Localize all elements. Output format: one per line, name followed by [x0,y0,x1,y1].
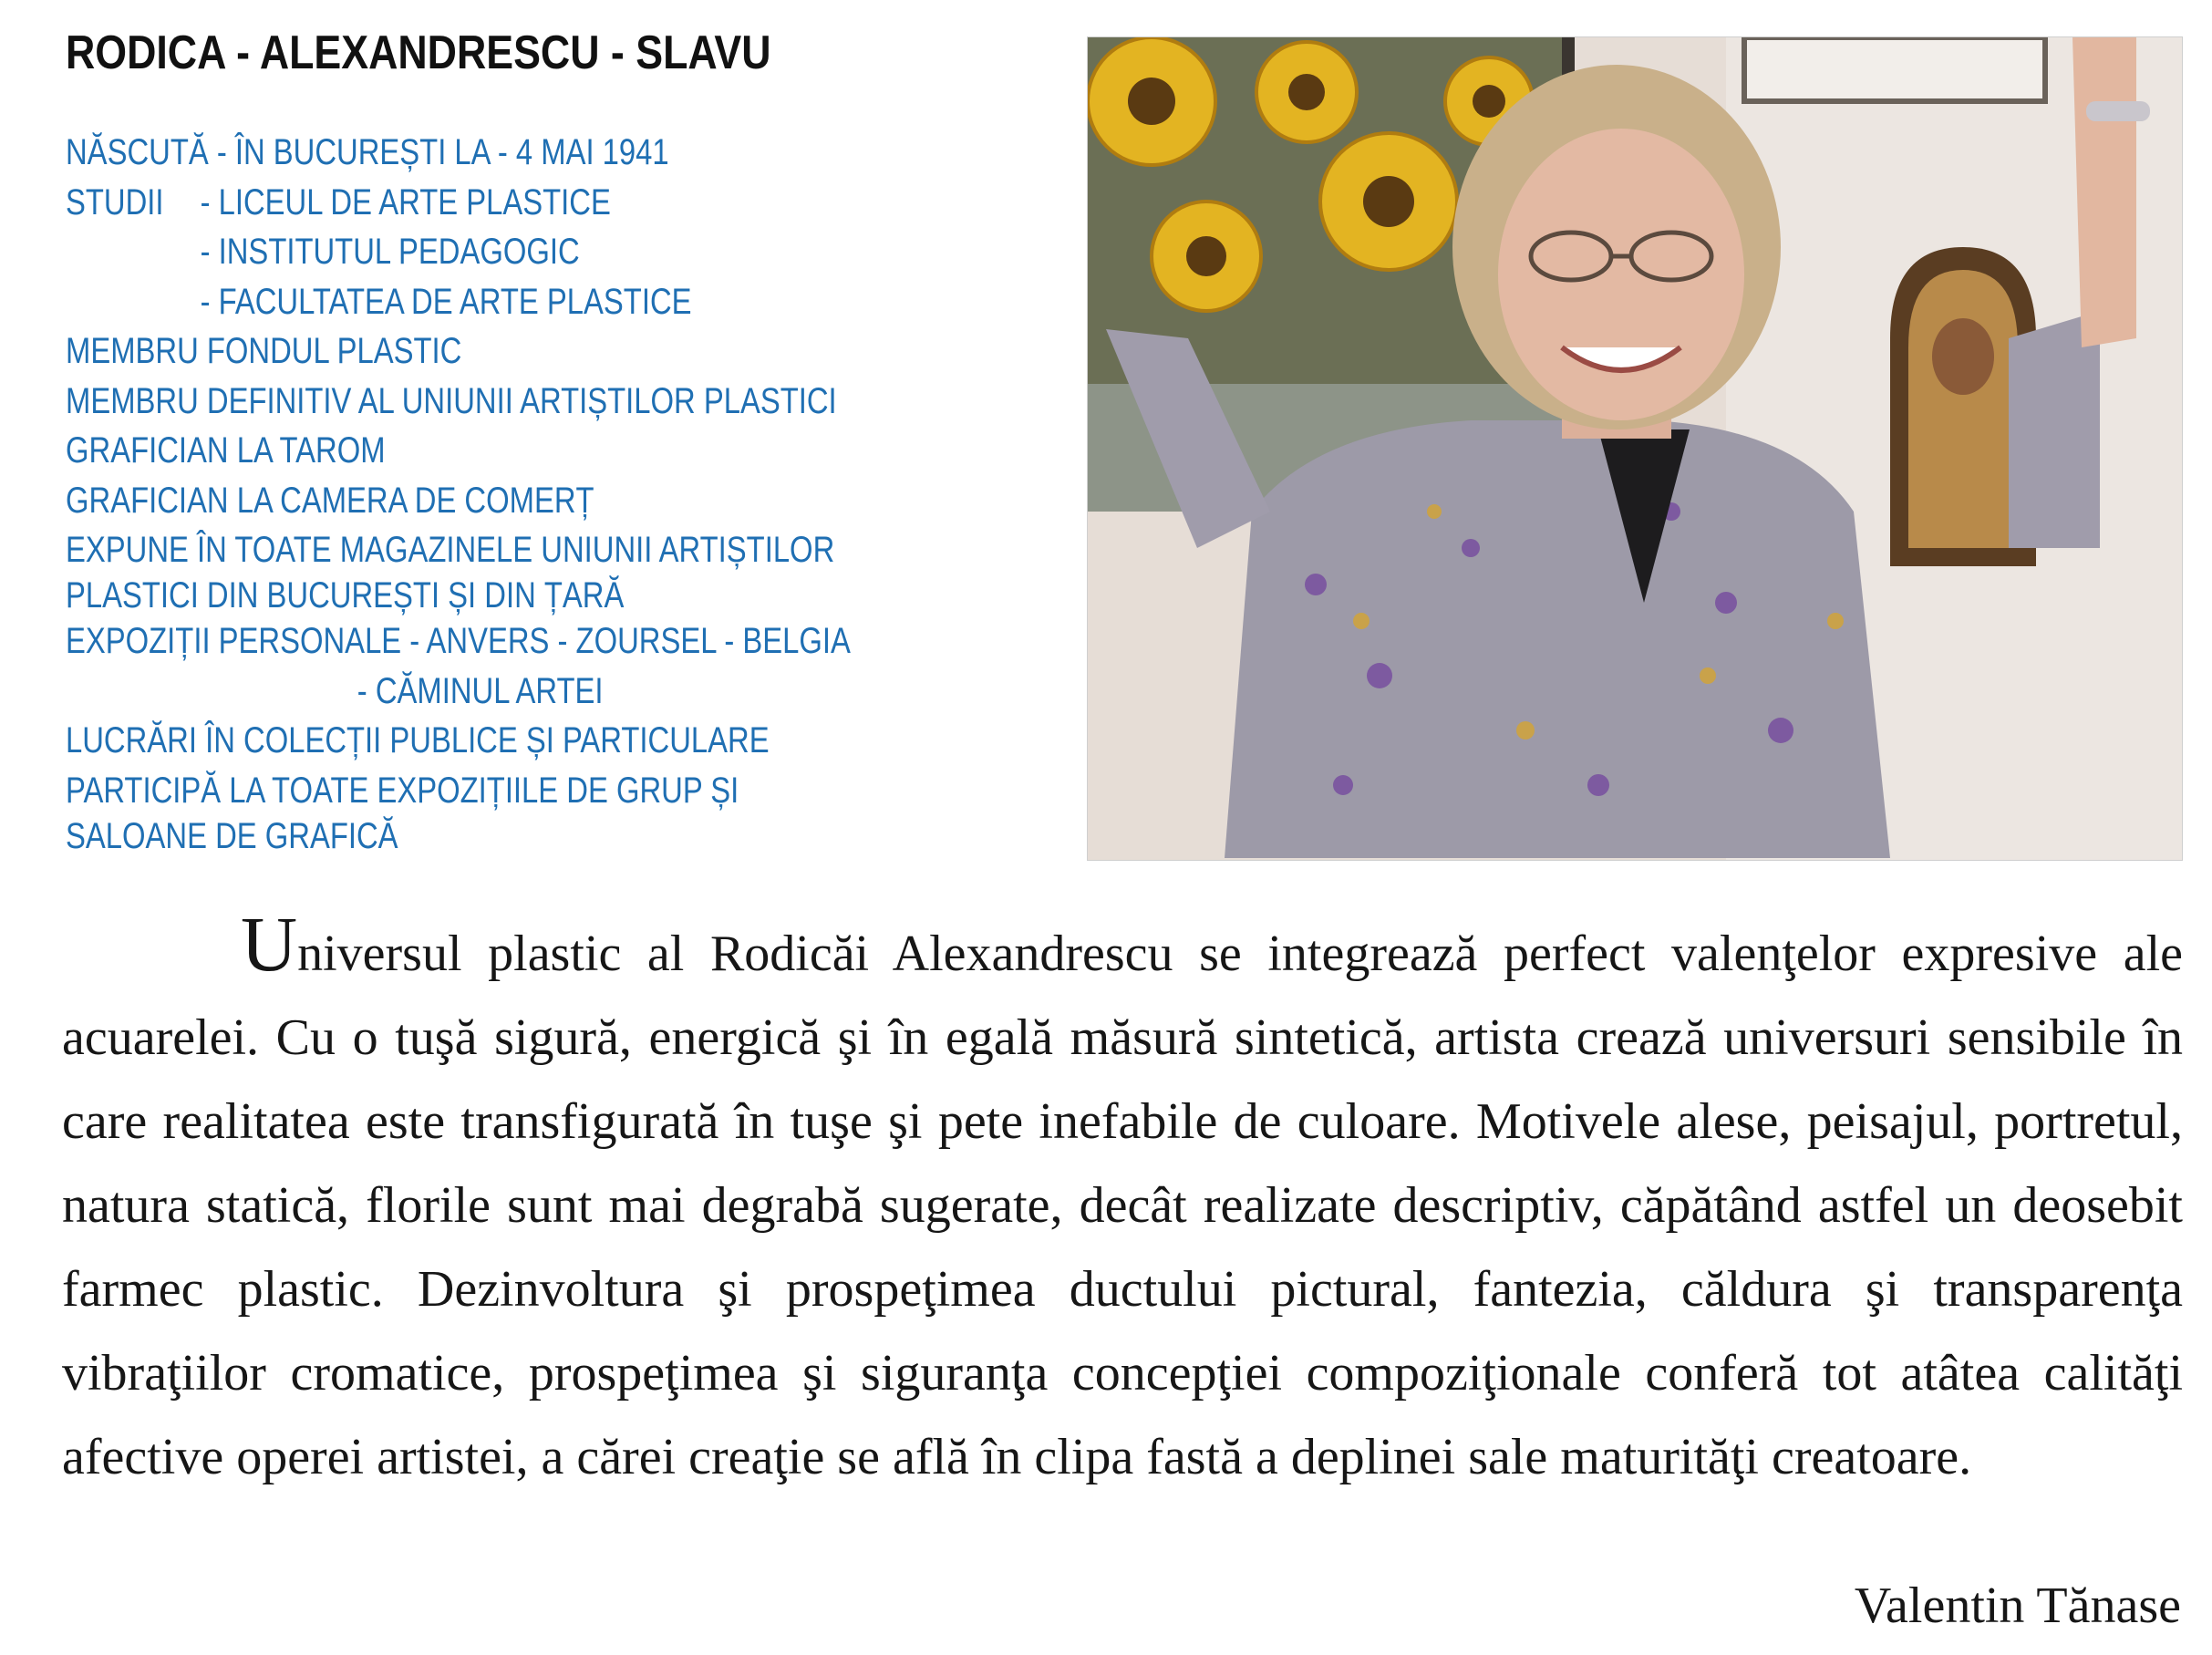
bio-solo-exhibitions: EXPOZIȚII PERSONALE - ANVERS - ZOURSEL - BELGIA [66,621,851,661]
essay-text: niversul plastic al Rodicăi Alexandrescu se integrează perfect valenţelor expresive ale acuarelei. Cu o tuşă sigură, energică şi în egală măsură sintetică, artista crează universuri sensibile în care realitatea este transfigurată în tuşe şi pete inefabile de culoare. Motivele alese, peisajul, portretul, natura statică, florile sunt mai degrabă sugerate, decât realizate descriptiv, căpătând astfel un deosebit farmec plastic. Dezinvoltura şi prospeţimea ductului pictural, fantezia, căldura şi transparenţa vibraţiilor cromatice, prospeţimea şi siguranţa concepţiei compoziţionale conferă tot atâtea calităţi afective operei artistei, a cărei creaţie se află în clipa fastă a deplinei sale maturităţi creatoare. [62,926,2183,1485]
bio-studii-item: - INSTITUTUL PEDAGOGIC [200,232,580,272]
bio-collections: LUCRĂRI ÎN COLECȚII PUBLICE ȘI PARTICULARE [66,720,770,760]
essay-paragraph [62,900,2183,1499]
bio-job: GRAFICIAN LA TAROM [66,430,386,471]
bio-membership: MEMBRU DEFINITIV AL UNIUNII ARTIȘTILOR PLASTICI [66,380,837,421]
essay-author: Valentin Tănase [1854,1577,2181,1634]
biography-list [66,128,851,857]
artist-portrait-photo [1087,36,2183,861]
bio-studii-label: STUDII [66,181,164,222]
bio-job: GRAFICIAN LA CAMERA DE COMERȚ [66,480,594,521]
bio-solo-exhibitions: - CĂMINUL ARTEI [357,670,604,711]
bio-exhibits: PLASTICI DIN BUCUREȘTI ȘI DIN ȚARĂ [66,575,625,615]
essay-initial: U [241,900,298,988]
bio-studii-item: - FACULTATEA DE ARTE PLASTICE [200,281,692,322]
bio-group-exhibitions: PARTICIPĂ LA TOATE EXPOZIȚIILE DE GRUP ȘI [66,770,739,811]
bio-exhibits: EXPUNE ÎN TOATE MAGAZINELE UNIUNII ARTIȘTILOR [66,530,835,570]
bio-born: NĂSCUTĂ - ÎN BUCUREȘTI LA - 4 MAI 1941 [66,132,669,172]
bio-studii [66,178,783,228]
bio-studii-item: - LICEUL DE ARTE PLASTICE [200,181,611,222]
page-title: RODICA - ALEXANDRESCU - SLAVU [66,26,771,79]
bio-membership: MEMBRU FONDUL PLASTIC [66,331,462,371]
bio-group-exhibitions: SALOANE DE GRAFICĂ [66,815,398,856]
